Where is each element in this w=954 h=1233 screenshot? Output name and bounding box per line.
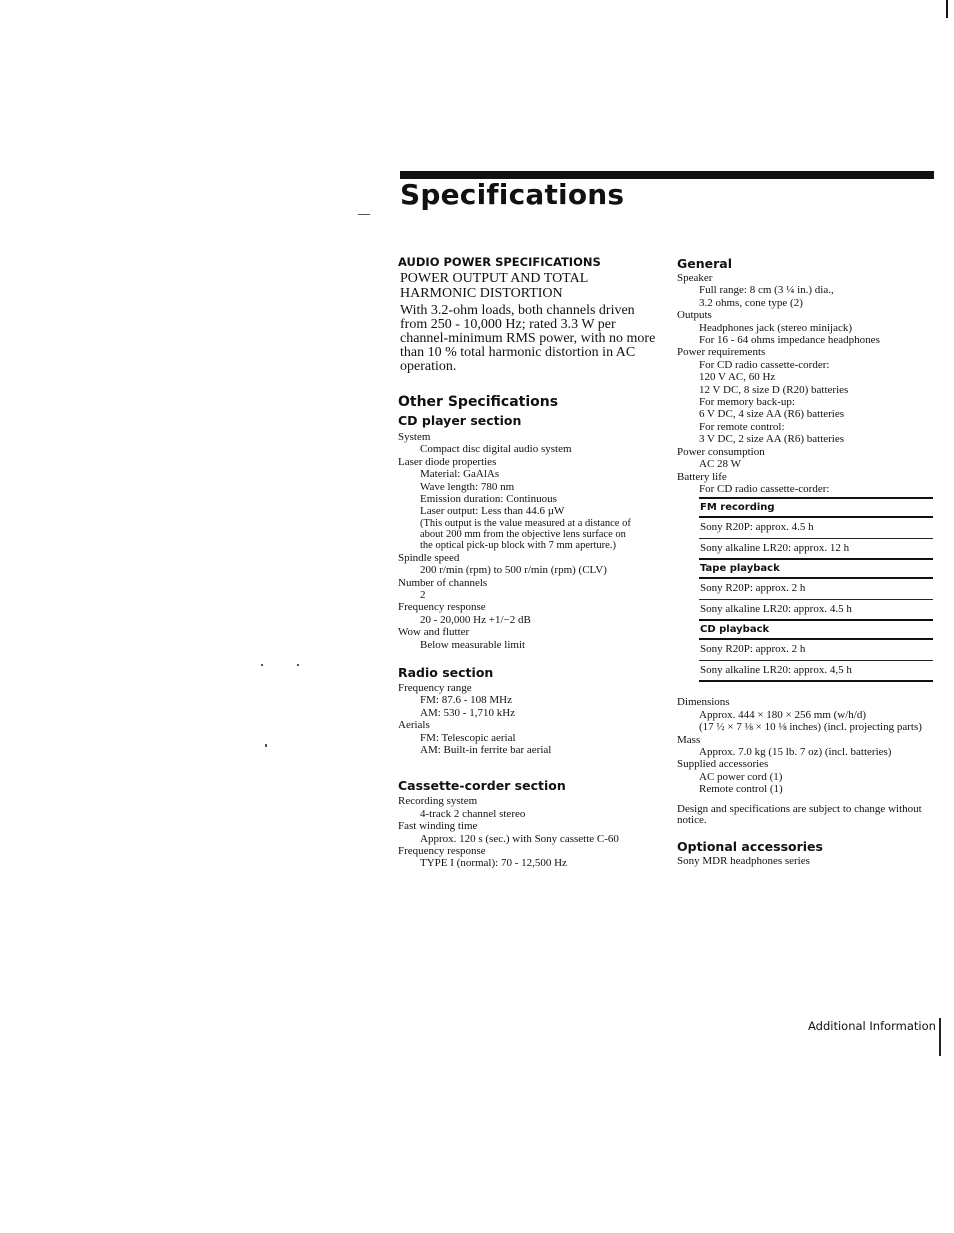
spec-label: Power requirements bbox=[677, 346, 766, 359]
spec-label: Speaker bbox=[677, 272, 713, 284]
left-column bbox=[398, 255, 668, 870]
scan-artifact bbox=[261, 664, 263, 666]
spec-value: FM: 87.6 - 108 MHz bbox=[420, 694, 512, 707]
spec-value: Approx. 7.0 kg (15 lb. 7 oz) (incl. batteries) bbox=[699, 745, 892, 758]
battery-table-row: Sony R20P: approx. 2 h bbox=[699, 579, 933, 600]
spec-value: For CD radio cassette-corder: bbox=[699, 358, 830, 371]
audio-power-body bbox=[400, 304, 668, 374]
cassette-section-heading: Cassette-corder section bbox=[398, 778, 566, 794]
spec-value: 2 bbox=[420, 588, 426, 601]
scan-artifact bbox=[358, 214, 370, 215]
spec-value: Wave length: 780 nm bbox=[420, 480, 515, 493]
audio-power-subheading bbox=[400, 271, 668, 301]
spec-value: 20 - 20,000 Hz +1/−2 dB bbox=[420, 613, 531, 626]
spec-value: Material: GaAlAs bbox=[420, 468, 500, 481]
spec-label: Aerials bbox=[398, 719, 430, 732]
spec-value: Emission duration: Continuous bbox=[420, 493, 557, 506]
spec-value: Compact disc digital audio system bbox=[420, 443, 572, 456]
spec-value: For memory back-up: bbox=[699, 396, 795, 409]
radio-section-heading: Radio section bbox=[398, 664, 494, 680]
spec-label: Dimensions bbox=[677, 696, 730, 709]
general-section bbox=[677, 272, 935, 867]
battery-table-row: Sony alkaline LR20: approx. 12 h bbox=[700, 541, 850, 554]
body-line: channel-minimum RMS power, with no more bbox=[400, 331, 656, 346]
body-line: than 10 % total harmonic distortion in AC bbox=[400, 345, 636, 360]
battery-table-heading: CD playback bbox=[699, 619, 933, 640]
disclaimer bbox=[677, 804, 935, 827]
spec-label: Laser diode properties bbox=[398, 455, 497, 468]
spec-value: AM: Built-in ferrite bar aerial bbox=[420, 744, 552, 757]
scan-artifact bbox=[297, 664, 299, 666]
battery-life-table bbox=[699, 497, 933, 682]
spec-value: 4-track 2 channel stereo bbox=[420, 807, 526, 820]
body-line: operation. bbox=[400, 359, 457, 374]
audio-power-heading: AUDIO POWER SPECIFICATIONS bbox=[398, 255, 601, 269]
spec-value: Below measurable limit bbox=[420, 638, 526, 651]
spec-value: Headphones jack (stereo minijack) bbox=[699, 321, 853, 334]
radio-section bbox=[398, 682, 668, 756]
spec-label: Frequency response bbox=[398, 601, 486, 614]
audio-power-subheading-line: POWER OUTPUT AND TOTAL bbox=[400, 271, 589, 286]
general-heading: General bbox=[677, 256, 732, 271]
spec-value: TYPE I (normal): 70 - 12,500 Hz bbox=[420, 857, 567, 870]
scan-artifact bbox=[265, 744, 267, 747]
battery-table-heading: Tape playback bbox=[699, 558, 933, 579]
spec-value: FM: Telescopic aerial bbox=[420, 731, 516, 744]
laser-note-line: the optical pick-up block with 7 mm aperture.) bbox=[420, 540, 616, 552]
spec-label: Wow and flutter bbox=[398, 626, 470, 639]
spec-value: Remote control (1) bbox=[699, 783, 783, 796]
spec-value: 120 V AC, 60 Hz bbox=[699, 371, 776, 384]
battery-table-heading: FM recording bbox=[699, 497, 933, 518]
cassette-section bbox=[398, 795, 668, 869]
disclaimer-line: notice. bbox=[677, 814, 707, 827]
spec-label: Frequency response bbox=[398, 845, 486, 858]
spec-value: AM: 530 - 1,710 kHz bbox=[420, 706, 516, 719]
other-specs-heading: Other Specifications bbox=[398, 394, 559, 410]
cd-section-heading: CD player section bbox=[398, 413, 522, 428]
spec-value: For CD radio cassette-corder: bbox=[699, 482, 830, 495]
spec-value: Approx. 120 s (sec.) with Sony cassette C-60 bbox=[420, 832, 619, 845]
spec-value: Approx. 444 × 180 × 256 mm (w/h/d) bbox=[699, 708, 867, 721]
battery-table-row: Sony R20P: approx. 2 h bbox=[699, 640, 933, 661]
footer-rule bbox=[939, 1018, 941, 1056]
spec-value: 12 V DC, 8 size D (R20) batteries bbox=[699, 383, 849, 396]
spec-value: AC 28 W bbox=[699, 458, 741, 471]
disclaimer-line: Design and specifications are subject to change without bbox=[677, 802, 922, 815]
page-corner-mark bbox=[946, 0, 948, 18]
spec-value: (17 ½ × 7 ⅛ × 10 ⅛ inches) (incl. projecting parts) bbox=[699, 721, 922, 734]
battery-table-row: Sony alkaline LR20: approx. 4.5 h bbox=[700, 602, 852, 615]
spec-label: Battery life bbox=[677, 470, 727, 483]
right-column bbox=[677, 256, 935, 867]
spec-value: 6 V DC, 4 size AA (R6) batteries bbox=[699, 408, 845, 421]
spec-label: Fast winding time bbox=[398, 820, 478, 833]
spec-label: System bbox=[398, 431, 431, 443]
spec-label: Supplied accessories bbox=[677, 758, 769, 771]
spec-label: Mass bbox=[677, 733, 701, 746]
battery-table-row: Sony alkaline LR20: approx. 4,5 h bbox=[699, 661, 933, 683]
laser-note-line: (This output is the value measured at a distance of bbox=[420, 517, 631, 529]
spec-label: Spindle speed bbox=[398, 551, 460, 564]
cd-section bbox=[398, 431, 668, 651]
spec-label: Power consumption bbox=[677, 445, 765, 458]
spec-value: AC power cord (1) bbox=[699, 770, 783, 783]
spec-value: 3 V DC, 2 size AA (R6) batteries bbox=[699, 433, 845, 446]
spec-label: Outputs bbox=[677, 309, 712, 322]
page-title: Specifications bbox=[400, 178, 625, 211]
laser-note-line: about 200 mm from the objective lens surface on bbox=[420, 529, 626, 541]
optional-accessories-heading: Optional accessories bbox=[677, 838, 823, 854]
body-line: With 3.2-ohm loads, both channels driven bbox=[400, 303, 635, 318]
spec-value: 3.2 ohms, cone type (2) bbox=[699, 296, 803, 309]
spec-value: 200 r/min (rpm) to 500 r/min (rpm) (CLV) bbox=[420, 564, 607, 577]
dimensions-block bbox=[677, 696, 935, 795]
spec-value: For remote control: bbox=[699, 420, 785, 433]
audio-power-subheading-line: HARMONIC DISTORTION bbox=[400, 286, 563, 301]
spec-label: Number of channels bbox=[398, 576, 488, 589]
spec-label: Frequency range bbox=[398, 681, 472, 694]
spec-label: Recording system bbox=[398, 795, 478, 808]
optional-accessories-value: Sony MDR headphones series bbox=[677, 854, 810, 867]
spec-value: Full range: 8 cm (3 ¼ in.) dia., bbox=[699, 284, 834, 297]
battery-table-row: Sony R20P: approx. 4.5 h bbox=[699, 518, 933, 539]
body-line: from 250 - 10,000 Hz; rated 3.3 W per bbox=[400, 317, 616, 332]
spec-value: For 16 - 64 ohms impedance headphones bbox=[699, 334, 880, 347]
spec-value: Laser output: Less than 44.6 µW bbox=[420, 505, 565, 518]
footer-section-label: Additional Information bbox=[808, 1019, 936, 1033]
